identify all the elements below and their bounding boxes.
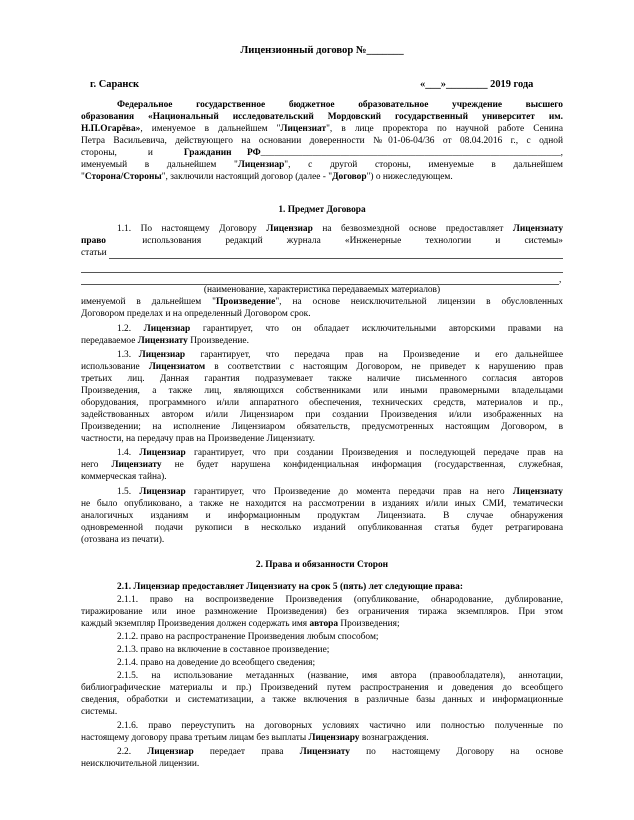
paragraph-1-3: Произведении; на исполнение Лицензиаром обязательств, предусмотренных настоящим Договором, в [81,422,563,432]
paragraph-1-2: 1.2. Лицензиар гарантирует, что он обладает исключительными авторскими правами на [117,324,564,334]
paragraph-1-4: него Лицензиату не будет нарушена конфиденциальная информация (государственная, служебная, [81,460,563,470]
blank-line [81,272,563,273]
paragraph-1-3: Произведения, а также лиц, являющихся собственниками или иными правомерными владельцами [81,386,563,396]
preamble-line: Петра Васильевича, действующего на основании доверенности №01-06-04/36 от 08.04.2016 г., с одной [81,136,563,146]
paragraph-2-2: неисключительной лицензии. [81,759,200,769]
paragraph-1-5: аналогичных изданиям и информационным продуктам Лицензиата. В случае обнаружения [81,511,563,521]
preamble-line: именуемый в дальнейшем "Лицензиар", с другой стороны, именуемые в дальнейшем [81,160,563,170]
blank-line [109,258,563,259]
preamble-line: образования «Национальный исследовательский Мордовский государственный университет им. [81,112,563,122]
paragraph-2-1-6: 2.1.6. право переуступить на договорных условиях частично или полностью полученные по [117,721,563,731]
paragraph-2-1-1: 2.1.1. право на воспроизведение Произведения (опубликование, обнародование, дублирование, [117,595,563,605]
paragraph-1-1: Договором пределах и на определенный Договором срок. [81,309,311,319]
materials-caption: (наименование, характеристика передаваемых материалов) [203,285,441,295]
comma: , [559,275,562,285]
paragraph-2-1-5: 2.1.5. на использование метаданных (название, имя автора (правообладателя), аннотации, [117,671,563,681]
preamble-line: Федеральное государственное бюджетное образовательное учреждение высшего [117,100,563,110]
preamble-line: "Сторона/Стороны", заключили настоящий договор (далее - "Договор") о нижеследующем. [81,172,453,182]
preamble-line: стороны, и Гражданин РФ________________________________________________________________, [81,148,564,158]
paragraph-1-3: частности, на передачу прав на Произведение Лицензиату. [81,434,315,444]
paragraph-1-3: использование Лицензиатом в соответствии с настоящим Договором, не приведет к нарушению прав [81,362,563,372]
paragraph-2-1-heading: 2.1. Лицензиар предоставляет Лицензиату на срок 5 (пять) лет следующие права: [117,582,463,592]
paragraph-2-1-6: настоящему договору права третьим лицам без выплаты Лицензиару вознаграждения. [81,733,429,743]
paragraph-2-1-3: 2.1.3. право на включение в составное произведение; [117,645,330,655]
paragraph-1-3: третьих лиц. Данная гарантия подразумевает также наличие письменного согласия авторов [81,374,563,384]
section-2-heading: 2. Права и обязанности Сторон [255,560,389,570]
paragraph-1-3: 1.3. Лицензиар гарантирует, что передача прав на Произведение и его дальнейшее [117,350,563,360]
paragraph-2-1-5: библиографические материалы и пр.) Произведений путем распространения и доведения до всеобщего [81,683,563,693]
paragraph-1-4: 1.4. Лицензиар гарантирует, что при создании Произведения и последующей передаче прав на [117,448,563,458]
contract-title: Лицензионный договор №_______ [240,45,404,56]
paragraph-2-1-1: тиражирование или иное размножение Произведения) без ограничения тиража экземпляров. При этом [81,607,563,617]
paragraph-1-5: (отозвана из печати). [81,535,165,545]
paragraph-2-1-1: каждый экземпляр Произведения должен содержать имя автора Произведения; [81,619,400,629]
paragraph-1-5: 1.5. Лицензиар гарантирует, что Произведение до момента передачи прав на него Лицензиату [117,487,563,497]
paragraph-2-1-2: 2.1.2. право на распространение Произведения любым способом; [117,632,379,642]
paragraph-1-5: одновременной подачи рукописи в несколько изданий опубликованная статья будет ретрагирована [81,523,563,533]
section-1-heading: 1. Предмет Договора [278,205,366,215]
paragraph-2-1-4: 2.1.4. право на доведение до всеобщего сведения; [117,658,316,668]
city: г. Саранск [90,79,139,90]
preamble-line: Н.П.Огарёва», именуемое в дальнейшем "Лицензиат", в лице проректора по научной работе Сенина [81,124,563,134]
paragraph-1-3: задействованных автором и/или Лицензиаром при создании Произведения и/или изображенных на [81,410,563,420]
paragraph-1-1: именуемой в дальнейшем "Произведение", на основе неисключительной лицензии в обусловленных [81,297,563,307]
paragraph-2-1-5: системы. [81,707,118,717]
contract-date: «___»________ 2019 года [420,79,534,90]
paragraph-1-4: коммерческая тайна). [81,472,167,482]
paragraph-2-2: 2.2. Лицензиар передает права Лицензиату по настоящему Договору на основе [117,747,563,757]
paragraph-1-3: оборудования, программного и/или аппаратного обеспечения, технических средств, материалов и пр., [81,398,563,408]
paragraph-1-2: передаваемое Лицензиату Произведение. [81,336,249,346]
paragraph-1-1: статьи [81,248,107,258]
paragraph-1-1: 1.1. По настоящему Договору Лицензиар на безвозмездной основе предоставляет Лицензиату [117,224,564,234]
paragraph-1-1: право использования редакций журнала «Инженерные технологии и системы» [81,236,563,246]
paragraph-1-5: не было опубликовано, а также не находится на рассмотрении в изданиях и/или иных СМИ, тематически [81,499,563,509]
paragraph-2-1-5: сведения, обработки и систематизации, а также включения в различные базы данных и информационные [81,695,563,705]
